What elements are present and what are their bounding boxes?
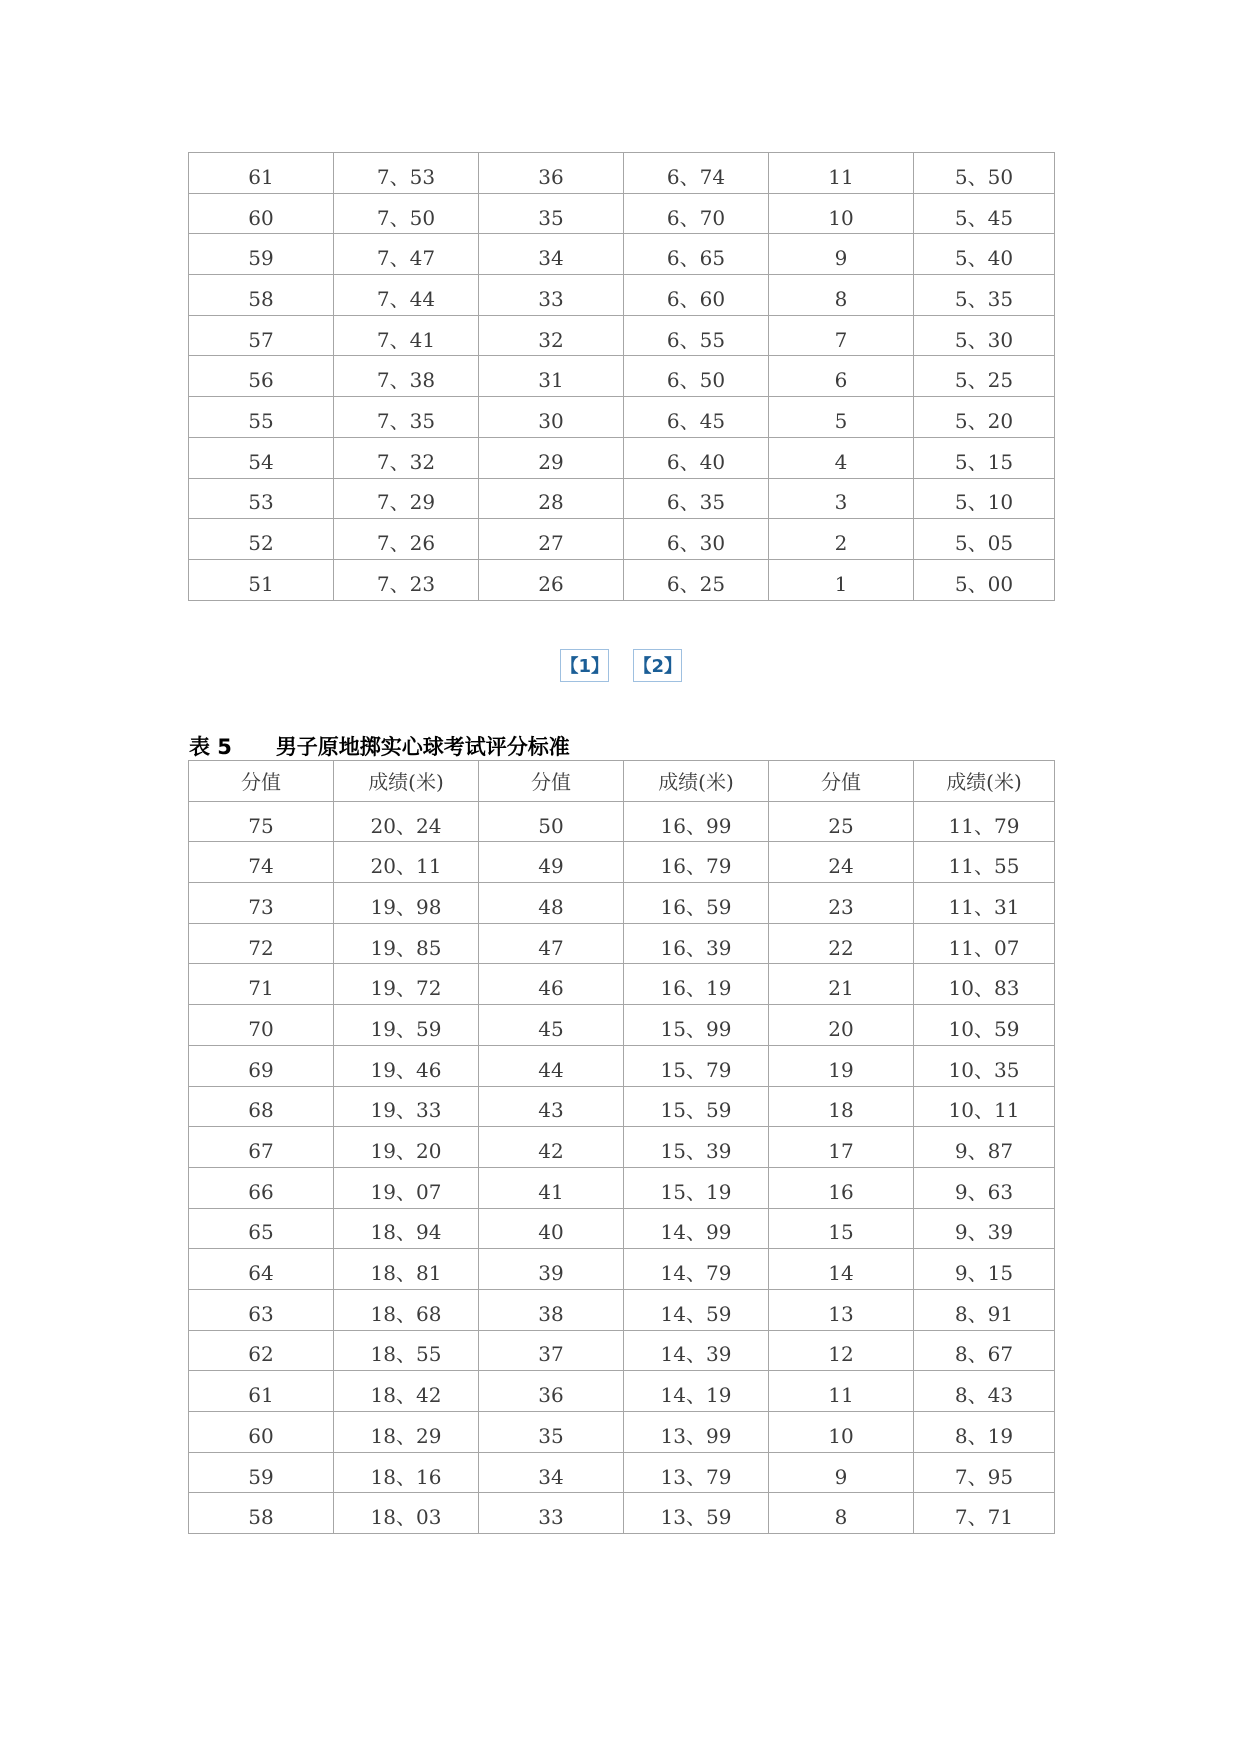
- table-cell: 43: [479, 1086, 624, 1127]
- table-cell: 47: [479, 923, 624, 964]
- table-cell: 73: [189, 883, 334, 924]
- table-cell: 15、79: [624, 1045, 769, 1086]
- table-cell: 35: [479, 193, 624, 234]
- table-row: [189, 1208, 1055, 1249]
- table-cell: 33: [479, 275, 624, 316]
- table-cell: 5、45: [914, 193, 1055, 234]
- table-cell: 7、35: [334, 397, 479, 438]
- table-row: [189, 1493, 1055, 1534]
- table-cell: 5、20: [914, 397, 1055, 438]
- table-header-row: [189, 761, 1055, 802]
- table-cell: 42: [479, 1127, 624, 1168]
- table-row: [189, 315, 1055, 356]
- score-table-continued: [188, 152, 1055, 601]
- table-row: [189, 437, 1055, 478]
- table-cell: 16: [769, 1167, 914, 1208]
- table-cell: 10、11: [914, 1086, 1055, 1127]
- table-cell: 4: [769, 437, 914, 478]
- table-row: [189, 1452, 1055, 1493]
- table-cell: 10、59: [914, 1005, 1055, 1046]
- table-cell: 24: [769, 842, 914, 883]
- table-cell: 9、87: [914, 1127, 1055, 1168]
- table-cell: 18、94: [334, 1208, 479, 1249]
- table-cell: 6、35: [624, 478, 769, 519]
- table-cell: 5、30: [914, 315, 1055, 356]
- table-cell: 15、99: [624, 1005, 769, 1046]
- table-cell: 38: [479, 1289, 624, 1330]
- table-cell: 67: [189, 1127, 334, 1168]
- table-row: [189, 1330, 1055, 1371]
- table-cell: 33: [479, 1493, 624, 1534]
- table-cell: 58: [189, 1493, 334, 1534]
- table-cell: 9、63: [914, 1167, 1055, 1208]
- table-cell: 48: [479, 883, 624, 924]
- header-cell: 成绩(米): [334, 761, 479, 802]
- table-row: [189, 883, 1055, 924]
- table-cell: 52: [189, 519, 334, 560]
- table-cell: 68: [189, 1086, 334, 1127]
- table-cell: 8: [769, 1493, 914, 1534]
- table-cell: 54: [189, 437, 334, 478]
- table-row: [189, 193, 1055, 234]
- table-cell: 35: [479, 1412, 624, 1453]
- header-cell: 分值: [769, 761, 914, 802]
- table-cell: 9、15: [914, 1249, 1055, 1290]
- table-cell: 66: [189, 1167, 334, 1208]
- table-cell: 10: [769, 193, 914, 234]
- table-cell: 8: [769, 275, 914, 316]
- table-cell: 19、72: [334, 964, 479, 1005]
- table-cell: 62: [189, 1330, 334, 1371]
- table-cell: 11: [769, 1371, 914, 1412]
- table-cell: 13、79: [624, 1452, 769, 1493]
- table-cell: 22: [769, 923, 914, 964]
- table-cell: 20、11: [334, 842, 479, 883]
- table-cell: 34: [479, 234, 624, 275]
- table-cell: 18、29: [334, 1412, 479, 1453]
- table-cell: 7、71: [914, 1493, 1055, 1534]
- table-cell: 72: [189, 923, 334, 964]
- table-row: [189, 153, 1055, 194]
- table-cell: 8、91: [914, 1289, 1055, 1330]
- table-cell: 58: [189, 275, 334, 316]
- table-cell: 13: [769, 1289, 914, 1330]
- table-cell: 71: [189, 964, 334, 1005]
- table-cell: 17: [769, 1127, 914, 1168]
- table-cell: 5、05: [914, 519, 1055, 560]
- table-cell: 36: [479, 1371, 624, 1412]
- table-cell: 16、99: [624, 801, 769, 842]
- table-cell: 7、41: [334, 315, 479, 356]
- table-cell: 7、44: [334, 275, 479, 316]
- pagination: [0, 649, 1241, 682]
- table-cell: 7、32: [334, 437, 479, 478]
- table-cell: 5、25: [914, 356, 1055, 397]
- header-cell: 成绩(米): [624, 761, 769, 802]
- table-cell: 61: [189, 1371, 334, 1412]
- table-cell: 6、55: [624, 315, 769, 356]
- table-cell: 39: [479, 1249, 624, 1290]
- table-cell: 5、35: [914, 275, 1055, 316]
- table-cell: 18、03: [334, 1493, 479, 1534]
- table-cell: 6、30: [624, 519, 769, 560]
- table-cell: 7、26: [334, 519, 479, 560]
- table-cell: 26: [479, 559, 624, 600]
- table-cell: 18、55: [334, 1330, 479, 1371]
- table-cell: 8、19: [914, 1412, 1055, 1453]
- table-cell: 2: [769, 519, 914, 560]
- table-cell: 23: [769, 883, 914, 924]
- table-cell: 44: [479, 1045, 624, 1086]
- table-cell: 28: [479, 478, 624, 519]
- table-row: [189, 1412, 1055, 1453]
- table-cell: 7、53: [334, 153, 479, 194]
- table-cell: 15、39: [624, 1127, 769, 1168]
- table-cell: 14: [769, 1249, 914, 1290]
- table-row: [189, 1371, 1055, 1412]
- table-row: [189, 1167, 1055, 1208]
- table-row: [189, 519, 1055, 560]
- table-cell: 69: [189, 1045, 334, 1086]
- table-cell: 6、60: [624, 275, 769, 316]
- table-cell: 11: [769, 153, 914, 194]
- table-cell: 49: [479, 842, 624, 883]
- table-row: [189, 478, 1055, 519]
- table-cell: 3: [769, 478, 914, 519]
- table-cell: 34: [479, 1452, 624, 1493]
- table-row: [189, 1289, 1055, 1330]
- table-cell: 36: [479, 153, 624, 194]
- table-cell: 5、00: [914, 559, 1055, 600]
- table-cell: 19、98: [334, 883, 479, 924]
- table-cell: 59: [189, 234, 334, 275]
- table-cell: 56: [189, 356, 334, 397]
- table-row: [189, 801, 1055, 842]
- table-cell: 19、33: [334, 1086, 479, 1127]
- table-cell: 14、79: [624, 1249, 769, 1290]
- table-cell: 16、59: [624, 883, 769, 924]
- header-cell: 成绩(米): [914, 761, 1055, 802]
- table-cell: 46: [479, 964, 624, 1005]
- table-cell: 14、59: [624, 1289, 769, 1330]
- table-cell: 9: [769, 234, 914, 275]
- table-row: [189, 1005, 1055, 1046]
- table-cell: 6: [769, 356, 914, 397]
- table-cell: 57: [189, 315, 334, 356]
- table-cell: 16、19: [624, 964, 769, 1005]
- table-cell: 5、10: [914, 478, 1055, 519]
- table-cell: 6、45: [624, 397, 769, 438]
- table-cell: 19: [769, 1045, 914, 1086]
- table-cell: 18、68: [334, 1289, 479, 1330]
- table-cell: 6、40: [624, 437, 769, 478]
- table-cell: 8、67: [914, 1330, 1055, 1371]
- table-cell: 18: [769, 1086, 914, 1127]
- table-cell: 60: [189, 193, 334, 234]
- table-cell: 19、20: [334, 1127, 479, 1168]
- table-row: [189, 559, 1055, 600]
- table-cell: 15、19: [624, 1167, 769, 1208]
- table-5-title: 男子原地掷实心球考试评分标准: [275, 735, 570, 759]
- table-cell: 25: [769, 801, 914, 842]
- table-cell: 12: [769, 1330, 914, 1371]
- table-row: [189, 842, 1055, 883]
- table-cell: 7、95: [914, 1452, 1055, 1493]
- table-cell: 6、74: [624, 153, 769, 194]
- table-cell: 15、59: [624, 1086, 769, 1127]
- table-cell: 16、79: [624, 842, 769, 883]
- table-row: [189, 397, 1055, 438]
- table-cell: 18、16: [334, 1452, 479, 1493]
- table-row: [189, 1086, 1055, 1127]
- table-cell: 60: [189, 1412, 334, 1453]
- table-cell: 53: [189, 478, 334, 519]
- table-cell: 19、46: [334, 1045, 479, 1086]
- table-cell: 20: [769, 1005, 914, 1046]
- table-row: [189, 275, 1055, 316]
- header-cell: 分值: [189, 761, 334, 802]
- table-cell: 7、47: [334, 234, 479, 275]
- table-cell: 7、29: [334, 478, 479, 519]
- table-cell: 59: [189, 1452, 334, 1493]
- table-cell: 16、39: [624, 923, 769, 964]
- table-cell: 61: [189, 153, 334, 194]
- table-row: [189, 356, 1055, 397]
- table-cell: 11、79: [914, 801, 1055, 842]
- table-cell: 65: [189, 1208, 334, 1249]
- table-cell: 40: [479, 1208, 624, 1249]
- table-cell: 37: [479, 1330, 624, 1371]
- table-cell: 19、59: [334, 1005, 479, 1046]
- table-cell: 15: [769, 1208, 914, 1249]
- table-cell: 6、50: [624, 356, 769, 397]
- table-cell: 29: [479, 437, 624, 478]
- table-cell: 55: [189, 397, 334, 438]
- table-cell: 6、25: [624, 559, 769, 600]
- table-cell: 21: [769, 964, 914, 1005]
- table-cell: 18、81: [334, 1249, 479, 1290]
- table-cell: 7、38: [334, 356, 479, 397]
- table-cell: 8、43: [914, 1371, 1055, 1412]
- table-cell: 14、39: [624, 1330, 769, 1371]
- table-cell: 1: [769, 559, 914, 600]
- table-cell: 14、99: [624, 1208, 769, 1249]
- table-cell: 13、59: [624, 1493, 769, 1534]
- table-cell: 64: [189, 1249, 334, 1290]
- table-cell: 10: [769, 1412, 914, 1453]
- table-row: [189, 234, 1055, 275]
- table-cell: 9: [769, 1452, 914, 1493]
- table-row: [189, 1249, 1055, 1290]
- table-5-number: 表 5: [189, 735, 232, 759]
- page-2-link[interactable]: 【2】: [633, 649, 682, 682]
- table-cell: 10、35: [914, 1045, 1055, 1086]
- table-cell: 20、24: [334, 801, 479, 842]
- table-cell: 11、31: [914, 883, 1055, 924]
- table-cell: 75: [189, 801, 334, 842]
- table-cell: 63: [189, 1289, 334, 1330]
- table-cell: 27: [479, 519, 624, 560]
- table-row: [189, 923, 1055, 964]
- table-cell: 6、65: [624, 234, 769, 275]
- table-cell: 18、42: [334, 1371, 479, 1412]
- table-cell: 31: [479, 356, 624, 397]
- table-cell: 11、07: [914, 923, 1055, 964]
- table-cell: 30: [479, 397, 624, 438]
- table-row: [189, 964, 1055, 1005]
- table-cell: 11、55: [914, 842, 1055, 883]
- table-cell: 45: [479, 1005, 624, 1046]
- table-cell: 51: [189, 559, 334, 600]
- table-cell: 7、50: [334, 193, 479, 234]
- table-cell: 10、83: [914, 964, 1055, 1005]
- table-row: [189, 1127, 1055, 1168]
- table-cell: 32: [479, 315, 624, 356]
- table-cell: 50: [479, 801, 624, 842]
- table-cell: 5: [769, 397, 914, 438]
- table-5-caption: [189, 731, 570, 761]
- table-cell: 5、15: [914, 437, 1055, 478]
- table-cell: 19、85: [334, 923, 479, 964]
- table-cell: 6、70: [624, 193, 769, 234]
- shot-put-score-table: [188, 760, 1055, 1534]
- table-cell: 7、23: [334, 559, 479, 600]
- table-cell: 19、07: [334, 1167, 479, 1208]
- table-cell: 5、40: [914, 234, 1055, 275]
- table-cell: 7: [769, 315, 914, 356]
- table-cell: 9、39: [914, 1208, 1055, 1249]
- table-cell: 14、19: [624, 1371, 769, 1412]
- table-cell: 5、50: [914, 153, 1055, 194]
- page-1-link[interactable]: 【1】: [560, 649, 609, 682]
- table-cell: 13、99: [624, 1412, 769, 1453]
- table-cell: 74: [189, 842, 334, 883]
- header-cell: 分值: [479, 761, 624, 802]
- table-cell: 70: [189, 1005, 334, 1046]
- table-cell: 41: [479, 1167, 624, 1208]
- table-row: [189, 1045, 1055, 1086]
